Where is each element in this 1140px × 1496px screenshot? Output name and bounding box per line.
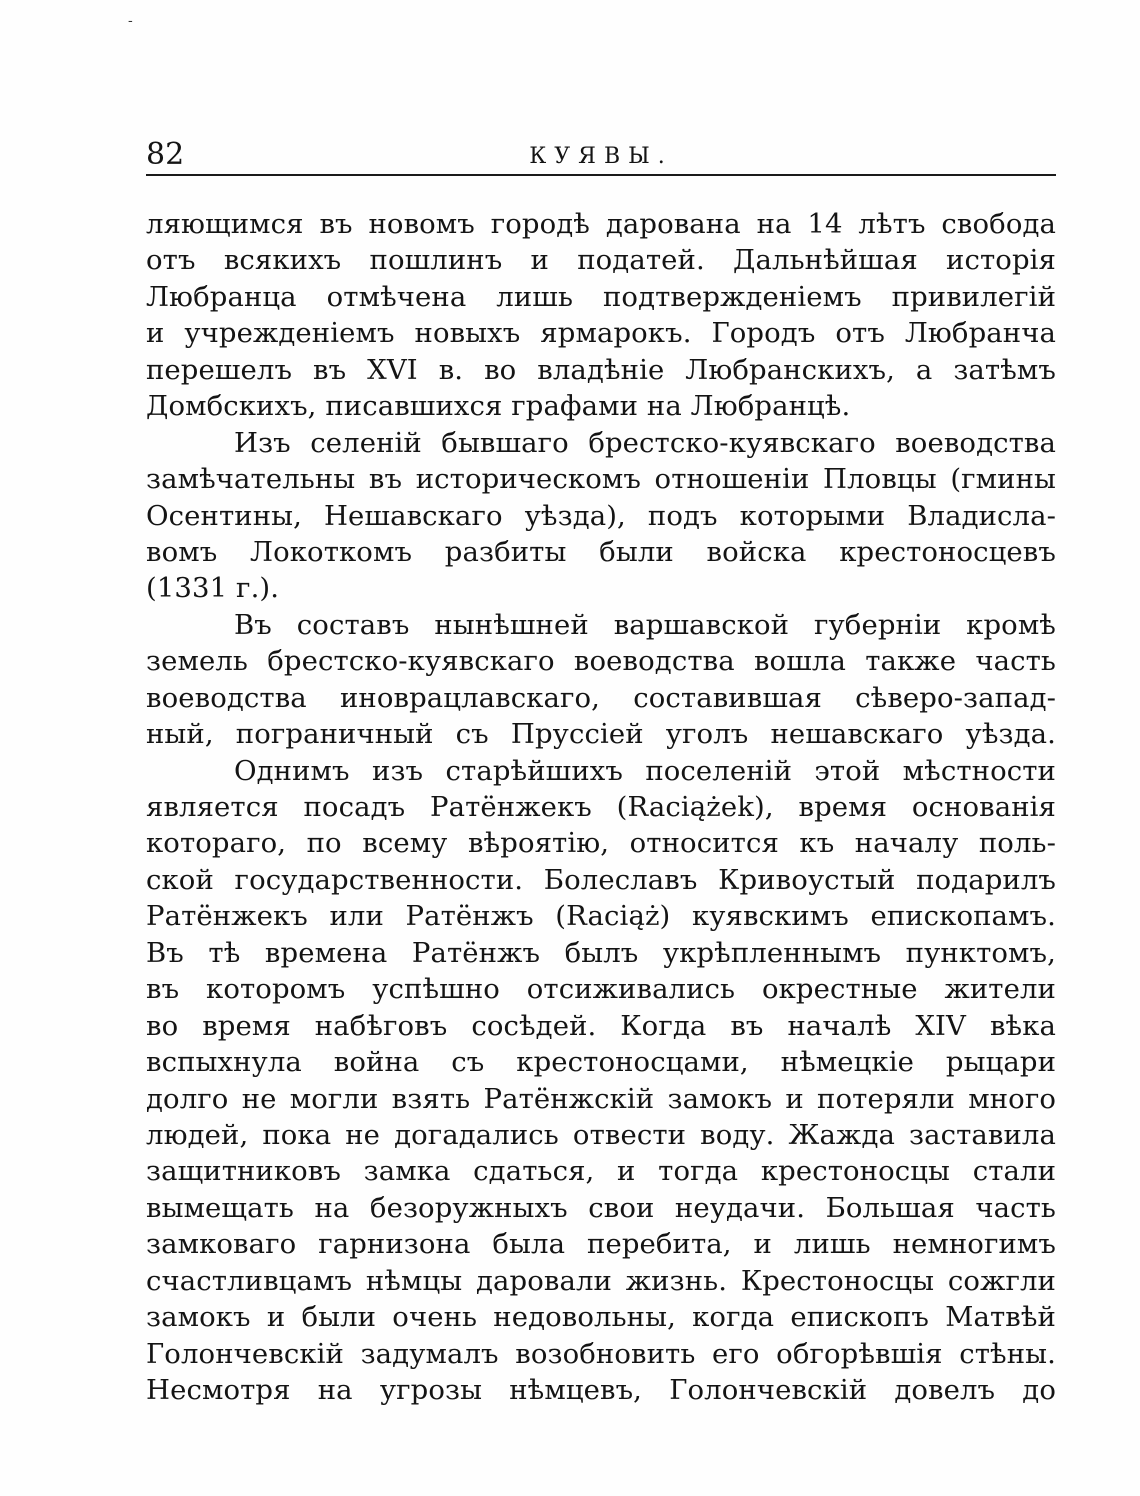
text-line: людей, пока не догадались отвести воду. Жажда заставила: [146, 1118, 1056, 1151]
page-number: 82: [146, 137, 185, 172]
text-line: перешелъ въ XVI в. во владѣніе Любранскихъ, а затѣмъ: [146, 353, 1056, 386]
page-header: [146, 138, 1056, 176]
text-line: воеводства иноврацлавскаго, составившая сѣверо-запад-: [146, 681, 1056, 714]
text-line: замокъ и были очень недовольны, когда епископъ Матвѣй: [146, 1301, 1056, 1334]
text-line: земель брестско-куявскаго воеводства вошла также часть: [146, 645, 1056, 678]
top-margin-mark: -: [128, 13, 133, 29]
text-line: въ которомъ успѣшно отсиживались окрестные жители: [146, 973, 1056, 1006]
text-line: Осентины, Нешавскаго уѣзда), подъ которыми Владисла-: [146, 499, 1056, 532]
text-line: долго не могли взять Ратёнжскій замокъ и потеряли много: [146, 1082, 1056, 1115]
text-line: Несмотря на угрозы нѣмцевъ, Голончевскій довелъ до: [146, 1374, 1056, 1406]
text-line: ный, пограничный съ Пруссіей уголъ нешавскаго уѣзда.: [146, 718, 1056, 751]
text-line: отъ всякихъ пошлинъ и податей. Дальнѣйшая исторія: [146, 244, 1056, 277]
text-line: котораго, по всему вѣроятію, относится къ началу поль-: [146, 827, 1056, 860]
text-line: Изъ селеній бывшаго брестско-куявскаго воеводства: [234, 426, 1056, 459]
text-line: Голончевскій задумалъ возобновить его обгорѣвшія стѣны.: [146, 1337, 1056, 1370]
text-line: и учрежденіемъ новыхъ ярмарокъ. Городъ отъ Любранча: [146, 317, 1056, 350]
text-line: счастливцамъ нѣмцы даровали жизнь. Крестоносцы сожгли: [146, 1264, 1056, 1297]
text-line: Любранца отмѣчена лишь подтвержденіемъ привилегій: [146, 280, 1056, 313]
text-line: (1331 г.).: [146, 572, 280, 605]
text-line: вспыхнула война съ крестоносцами, нѣмецкіе рыцари: [146, 1046, 1056, 1079]
text-line: Въ составъ нынѣшней варшавской губерніи кромѣ: [234, 608, 1056, 641]
running-title: КУЯВЫ.: [529, 144, 673, 169]
text-line: замѣчательны въ историческомъ отношеніи Пловцы (гмины: [146, 463, 1056, 496]
text-line: Ратёнжекъ или Ратёнжъ (Raciąż) куявскимъ епископамъ.: [146, 900, 1056, 933]
text-line: защитниковъ замка сдаться, и тогда крестоносцы стали: [146, 1155, 1056, 1188]
text-line: во время набѣговъ сосѣдей. Когда въ началѣ XIV вѣка: [146, 1009, 1056, 1042]
text-line: ской государственности. Болеславъ Кривоустый подарилъ: [146, 863, 1056, 896]
text-line: Въ тѣ времена Ратёнжъ былъ укрѣпленнымъ пунктомъ,: [146, 936, 1056, 969]
text-line: вымещать на безоружныхъ свои неудачи. Большая часть: [146, 1191, 1056, 1224]
text-line: ляющимся въ новомъ городѣ дарована на 14 лѣтъ свобода: [146, 208, 1056, 240]
text-line: является посадъ Ратёнжекъ (Raciążek), время основанія: [146, 791, 1056, 823]
body-text: [146, 206, 1056, 1408]
text-line: Однимъ изъ старѣйшихъ поселеній этой мѣстности: [234, 754, 1056, 787]
text-line: Домбскихъ, писавшихся графами на Любранцѣ.: [146, 390, 851, 423]
text-line: замковаго гарнизона была перебита, и лишь немногимъ: [146, 1228, 1056, 1261]
text-line: вомъ Локоткомъ разбиты были войска крестоносцевъ: [146, 535, 1056, 568]
